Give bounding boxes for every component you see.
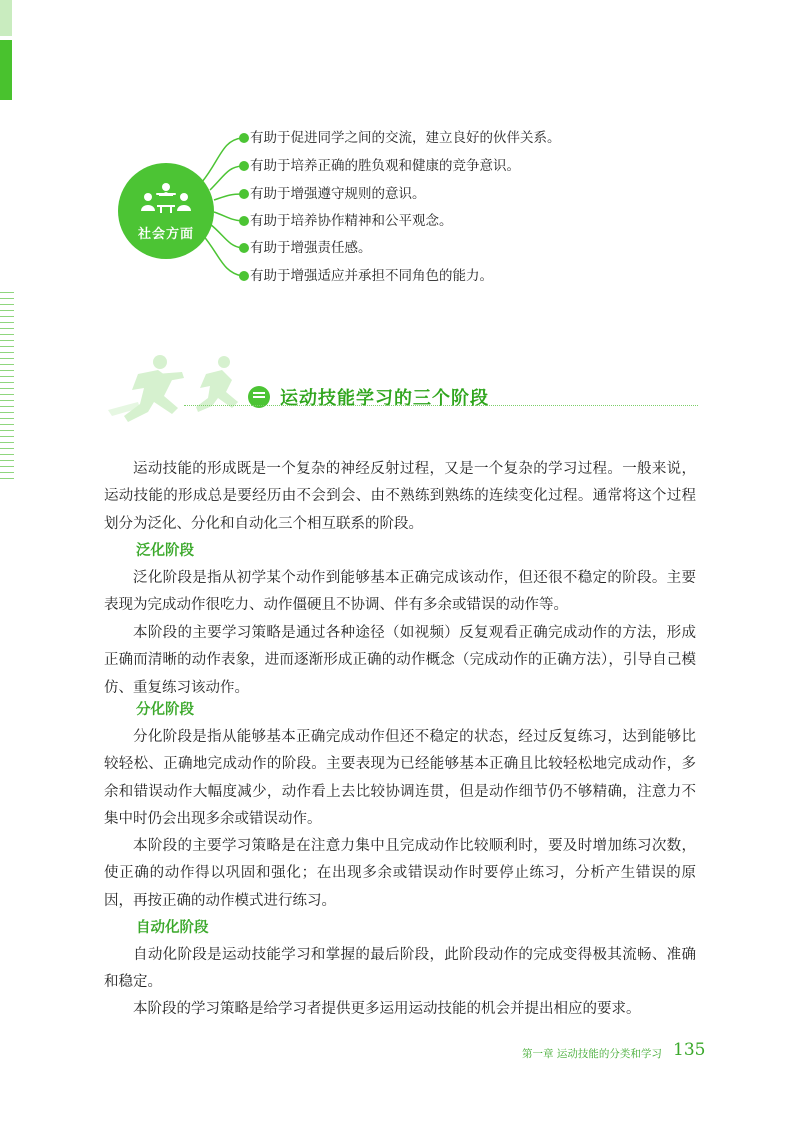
bullet-dot	[239, 243, 249, 253]
runner-silhouette-icon	[98, 352, 248, 432]
benefit-item: 有助于培养正确的胜负观和健康的竞争意识。	[250, 158, 520, 174]
bullet-dot	[239, 133, 249, 143]
stage-heading-generalization: 泛化阶段	[136, 543, 194, 559]
bullet-dot	[239, 271, 249, 281]
benefit-item: 有助于增强责任感。	[250, 240, 372, 256]
section-title: 运动技能学习的三个阶段	[280, 388, 489, 409]
intro-paragraph: 运动技能的形成既是一个复杂的神经反射过程，又是一个复杂的学习过程。一般来说，运动技能的形成总是要经历由不会到会、由不熟练到熟练的连续变化过程。通常将这个过程划分为泛化、分化和自动化三个相互联系的阶段。	[104, 461, 696, 532]
bullet-dot	[239, 189, 249, 199]
paragraph: 本阶段的主要学习策略是在注意力集中且完成动作比较顺利时，要及时增加练习次数，使正确的动作得以巩固和强化；在出现多余或错误动作时要停止练习，分析产生错误的原因，再按正确的动作模式进行练习。	[104, 838, 696, 909]
paragraph: 本阶段的主要学习策略是通过各种途径（如视频）反复观看正确完成动作的方法，形成正确而清晰的动作表象，进而逐渐形成正确的动作概念（完成动作的正确方法），引导自己模仿、重复练习该动作。	[104, 625, 696, 696]
paragraph: 本阶段的学习策略是给学习者提供更多运用运动技能的机会并提出相应的要求。	[133, 1001, 641, 1017]
paragraph: 自动化阶段是运动技能学习和掌握的最后阶段，此阶段动作的完成变得极其流畅、准确和稳定。	[104, 947, 696, 991]
benefit-item: 有助于促进同学之间的交流，建立良好的伙伴关系。	[250, 130, 561, 146]
people-meeting-icon	[140, 181, 192, 217]
section-divider	[184, 405, 698, 406]
social-aspect-badge	[118, 163, 214, 259]
benefit-item: 有助于培养协作精神和公平观念。	[250, 213, 453, 229]
paragraph: 分化阶段是指从能够基本正确完成动作但还不稳定的状态，经过反复练习，达到能够比较轻松、正确地完成动作的阶段。主要表现为已经能够基本正确且比较轻松地完成动作，多余和错误动作大幅度减少，动作看上去比较协调连贯，但是动作细节仍不够精确，注意力不集中时仍会出现多余或错误动作。	[104, 729, 696, 827]
footer-chapter-title: 第一章 运动技能的分类和学习	[522, 1048, 662, 1060]
social-aspect-label: 社会方面	[137, 227, 194, 242]
edge-decoration-bar	[0, 40, 12, 100]
page-number: 135	[673, 1040, 706, 1060]
stage-heading-differentiation: 分化阶段	[136, 702, 194, 718]
bullet-dot	[239, 161, 249, 171]
bullet-dot	[239, 216, 249, 226]
edge-decoration-lines	[0, 292, 14, 482]
paragraph: 泛化阶段是指从初学某个动作到能够基本正确完成该动作，但还很不稳定的阶段。主要表现为完成动作很吃力、动作僵硬且不协调、伴有多余或错误的动作等。	[104, 570, 696, 614]
benefit-item: 有助于增强遵守规则的意识。	[250, 186, 426, 202]
stage-heading-automation: 自动化阶段	[136, 920, 209, 936]
benefit-item: 有助于增强适应并承担不同角色的能力。	[250, 268, 493, 284]
edge-decoration-top	[0, 0, 12, 36]
